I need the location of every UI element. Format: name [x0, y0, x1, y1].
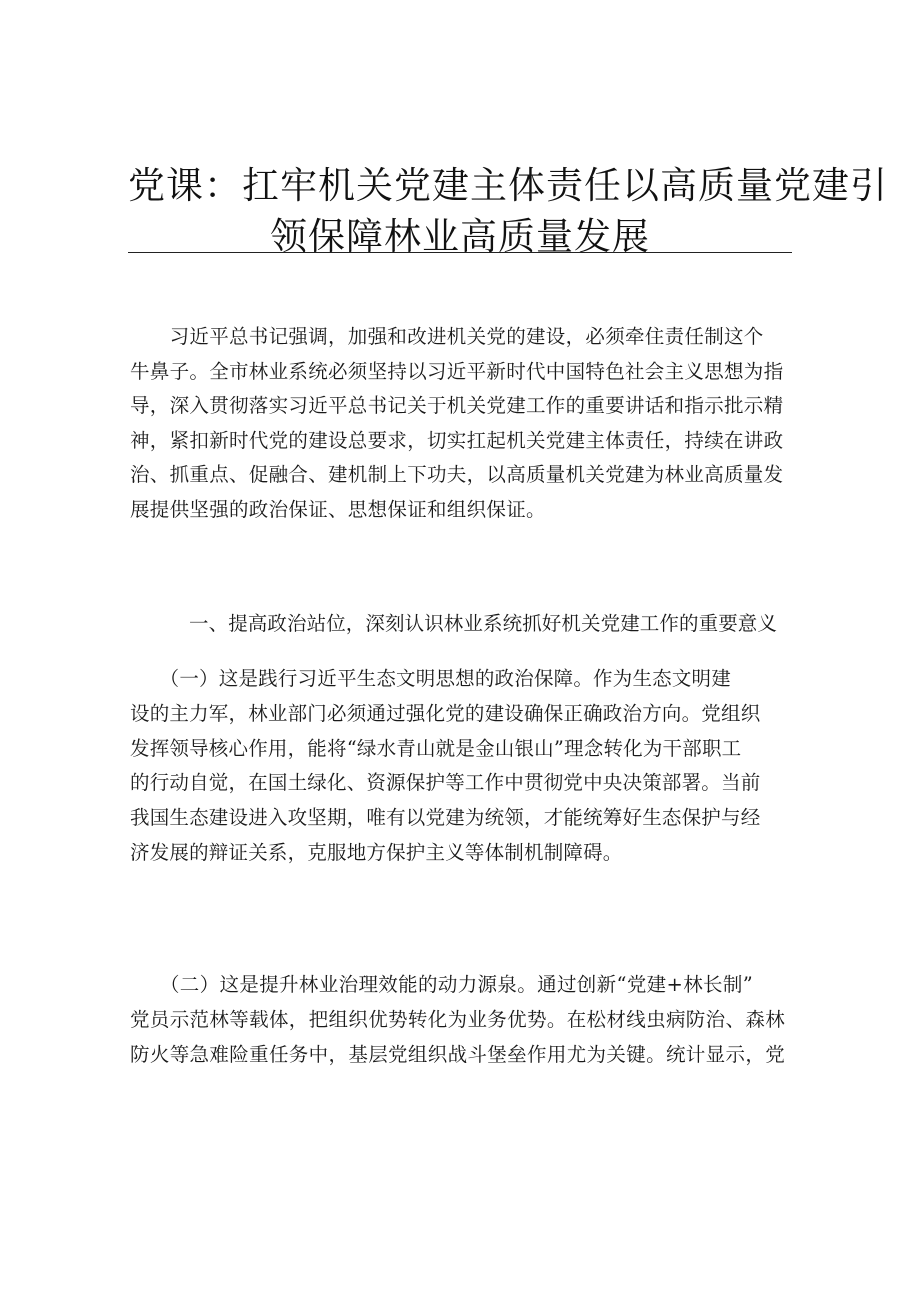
title-line-2: 领保障林业高质量发展 [270, 215, 650, 258]
paragraph-two-line: 党员示范林等载体，把组织优势转化为业务优势。在松材线虫病防治、森林 [130, 1008, 786, 1031]
document-title [128, 160, 888, 262]
paragraph-one-line: 发挥领导核心作用，能将“绿水青山就是金山银山”理念转化为干部职工 [130, 736, 742, 760]
paragraph-one-line: 济发展的辩证关系，克服地方保护主义等体制机制障碍。 [130, 840, 623, 864]
paragraph-one-line: 设的主力军，林业部门必须通过强化党的建设确保正确政治方向。党组织 [130, 701, 761, 725]
intro-line: 牛鼻子。全市林业系统必须坚持以习近平新时代中国特色社会主义思想为指 [130, 359, 784, 383]
intro-line: 展提供坚强的政治保证、思想保证和组织保证。 [130, 497, 546, 521]
intro-line: 习近平总书记强调，加强和改进机关党的建设，必须牵住责任制这个 [130, 325, 764, 348]
paragraph-one-line: 我国生态建设进入攻坚期，唯有以党建为统领，才能统筹好生态保护与经 [130, 806, 761, 830]
paragraph-one-line: 的行动自觉，在国土绿化、资源保护等工作中贯彻党中央决策部署。当前 [130, 771, 761, 795]
intro-line: 导，深入贯彻落实习近平总书记关于机关党建工作的重要讲话和指示批示精 [130, 394, 784, 417]
intro-line: 治、抓重点、促融合、建机制上下功夫，以高质量机关党建为林业高质量发 [130, 463, 784, 486]
section-heading-text: 一、提高政治站位，深刻认识林业系统抓好机关党建工作的重要意义 [189, 612, 778, 635]
intro-line: 神，紧扣新时代党的建设总要求，切实扛起机关党建主体责任，持续在讲政 [130, 428, 784, 452]
paragraph-one-line: （一）这是践行习近平生态文明思想的政治保障。作为生态文明建 [130, 667, 731, 690]
paragraph-two [130, 967, 790, 1072]
paragraph-two-line: 防火等急难险重任务中，基层党组织战斗堡垒作用尤为关键。统计显示，党 [130, 1043, 786, 1066]
title-line-1: 党课：扛牢机关党建主体责任以高质量党建引 [128, 164, 888, 207]
section-heading [189, 607, 789, 641]
paragraph-one [130, 662, 780, 871]
paragraph-two-line: （二）这是提升林业治理效能的动力源泉。通过创新“党建+林长制” [130, 973, 754, 996]
title-underline [128, 252, 792, 253]
intro-paragraph [130, 320, 790, 527]
